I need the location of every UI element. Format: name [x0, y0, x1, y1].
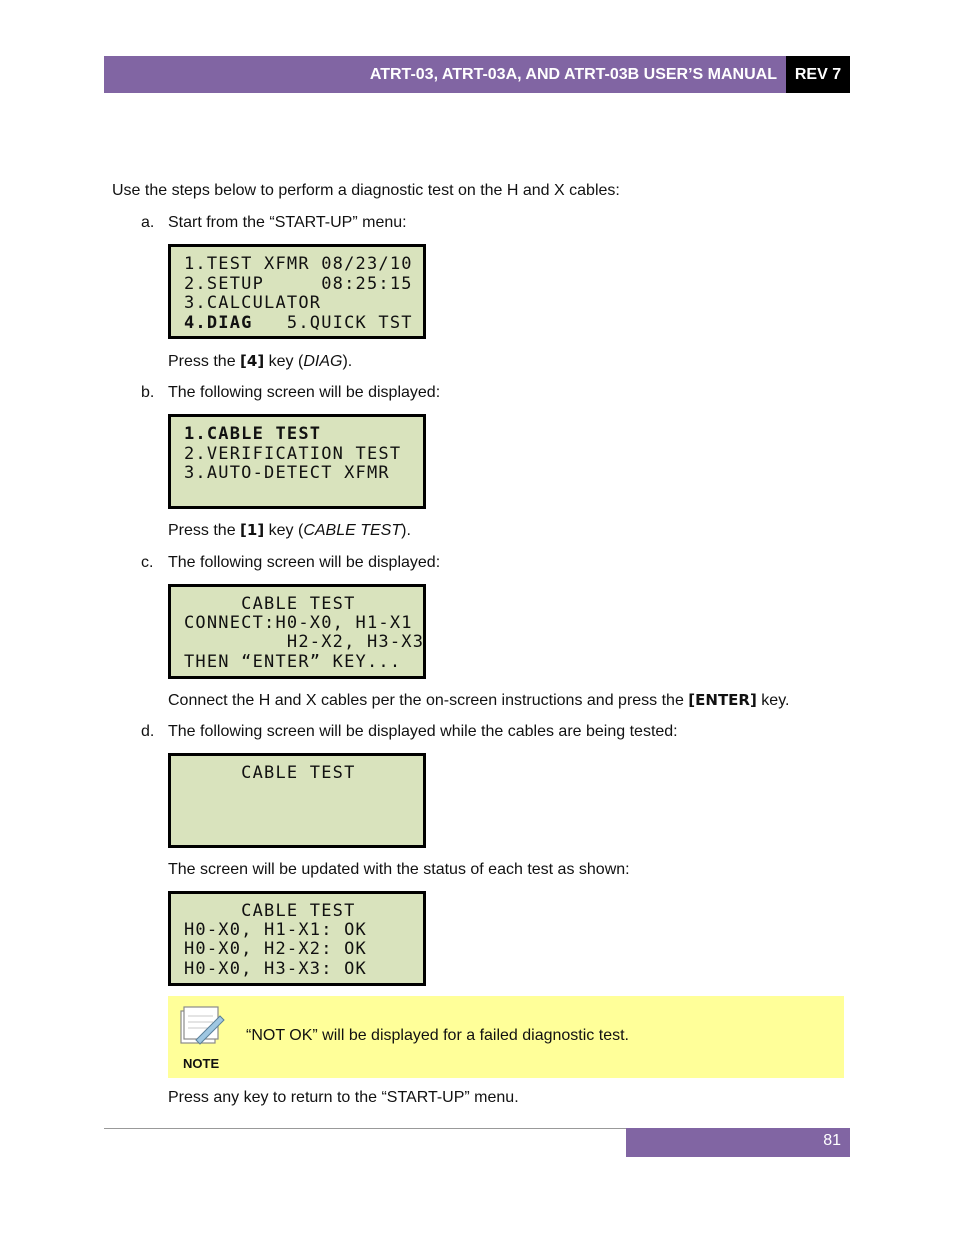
- instruction-update: The screen will be updated with the status of each test as shown:: [168, 861, 630, 878]
- note-text: “NOT OK” will be displayed for a failed diagnostic test.: [246, 1027, 629, 1044]
- lcd-line: THEN “ENTER” KEY...: [184, 652, 402, 672]
- step-c-marker: c.: [141, 554, 154, 571]
- lcd-line: H0-X0, H2-X2: OK: [184, 939, 367, 959]
- lcd-line: CABLE TEST: [184, 763, 356, 783]
- lcd-quick-test-option: 5.QUICK TST: [286, 313, 413, 333]
- lcd-line: CABLE TEST: [184, 594, 356, 614]
- step-b-marker: b.: [141, 384, 155, 401]
- lcd-cable-test-option: 1.CABLE TEST: [184, 424, 322, 444]
- key-enter-label: [ENTER]: [688, 691, 757, 709]
- intro-text: Use the steps below to perform a diagnostic test on the H and X cables:: [112, 182, 620, 199]
- key-1-label: [1]: [240, 521, 265, 539]
- lcd-line: 3.CALCULATOR: [184, 293, 322, 313]
- instruction-connect: Connect the H and X cables per the on-screen instructions and press the [ENTER] key.: [168, 691, 790, 709]
- lcd-line: H0-X0, H1-X1: OK: [184, 920, 367, 940]
- lcd-line: 1.TEST XFMR 08/23/10: [184, 254, 413, 274]
- step-c-text: The following screen will be displayed:: [168, 554, 441, 571]
- lcd-line: CABLE TEST: [184, 901, 356, 921]
- revision-badge: REV 7: [786, 56, 850, 93]
- lcd-line: [184, 314, 413, 333]
- instruction-press-1: Press the [1] key (CABLE TEST).: [168, 521, 411, 539]
- lcd-cable-connect: [168, 584, 426, 679]
- step-a-marker: a.: [141, 214, 155, 231]
- key-4-label: [4]: [240, 352, 265, 370]
- lcd-line: H2-X2, H3-X3: [184, 632, 425, 652]
- lcd-line: H0-X0, H3-X3: OK: [184, 959, 367, 979]
- note-label: NOTE: [183, 1056, 220, 1071]
- lcd-diag-menu: [168, 414, 426, 509]
- footer-bar: [626, 1128, 850, 1157]
- step-d-marker: d.: [141, 723, 155, 740]
- lcd-startup-menu: [168, 244, 426, 339]
- lcd-line: 3.AUTO-DETECT XFMR: [184, 463, 390, 483]
- step-b-text: The following screen will be displayed:: [168, 384, 441, 401]
- lcd-line: CONNECT:H0-X0, H1-X1: [184, 613, 413, 633]
- page-number: 81: [823, 1132, 841, 1149]
- notepad-icon: [178, 1004, 226, 1048]
- manual-title: ATRT-03, ATRT-03A, AND ATRT-03B USER’S MANUAL: [369, 66, 777, 83]
- footer-divider: [104, 1128, 626, 1129]
- instruction-return: Press any key to return to the “START-UP” menu.: [168, 1089, 519, 1106]
- step-d-text: The following screen will be displayed while the cables are being tested:: [168, 723, 678, 740]
- lcd-line: 2.VERIFICATION TEST: [184, 444, 402, 464]
- lcd-line: 2.SETUP 08:25:15: [184, 274, 413, 294]
- instruction-press-4: Press the [4] key (DIAG).: [168, 352, 353, 370]
- step-a-text: Start from the “START-UP” menu:: [168, 214, 407, 231]
- lcd-diag-option: 4.DIAG: [184, 313, 253, 333]
- lcd-cable-testing: [168, 753, 426, 848]
- note-box: [168, 996, 844, 1078]
- lcd-cable-result: [168, 891, 426, 986]
- header-bar: [104, 56, 786, 93]
